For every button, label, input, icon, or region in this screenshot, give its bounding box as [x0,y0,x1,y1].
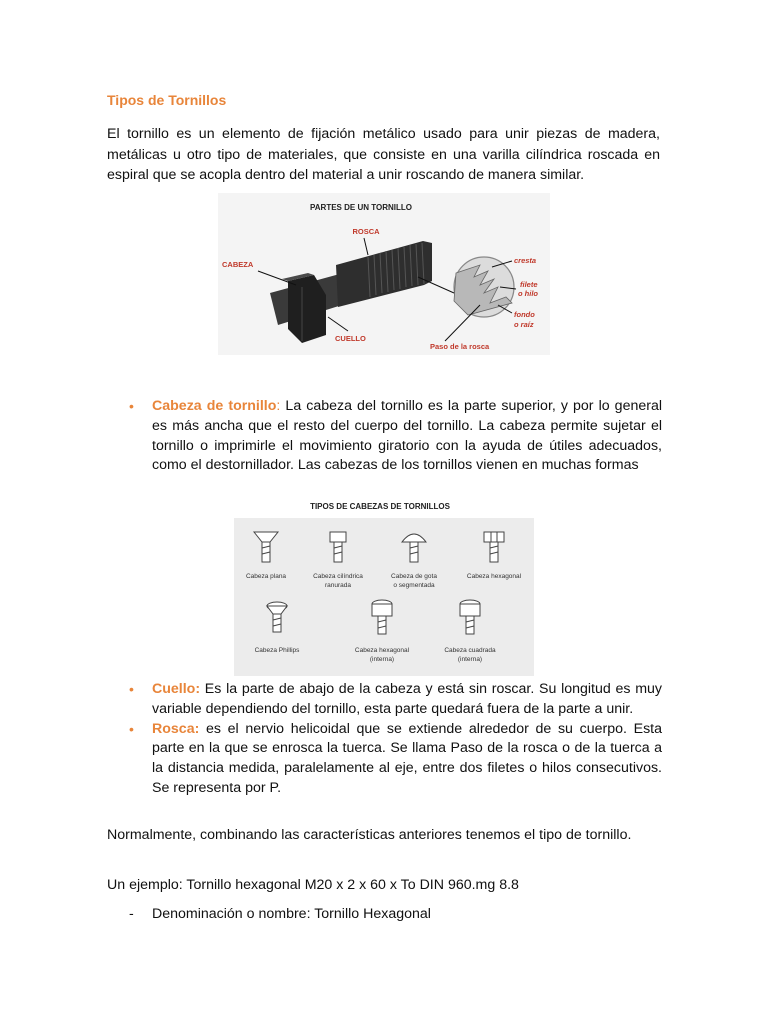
dash-item-text: Denominación o nombre: Tornillo Hexagonal [152,906,431,922]
label-o-raiz: o raíz [514,320,534,329]
term-separator: : [276,398,281,414]
head-types-figure [234,498,534,676]
label-cuello: CUELLO [335,334,366,343]
term-cuello: Cuello: [152,681,201,697]
label-cabeza: CABEZA [222,260,254,269]
bullet-icon: • [129,398,134,414]
dash-marker: - [129,906,134,922]
head-label: Cabeza plana [245,573,287,580]
head-label: Cabeza hexagonal [354,647,410,654]
term-rosca: Rosca: [152,720,200,737]
thread-detail-illustration [454,257,514,317]
head-label: Cabeza de gota [391,573,437,580]
head-label: Cabeza hexagonal [466,573,522,580]
head-label: (interna) [369,656,395,663]
head-label: Cabeza cuadrada [444,647,496,654]
term-cabeza: Cabeza de tornillo [152,398,277,414]
head-label: Cabeza Phillips [254,647,300,654]
head-label: Cabeza cilíndrica [313,573,363,580]
dash-list-item [129,904,431,924]
head-label: (interna) [457,656,483,663]
label-fondo: fondo [514,310,535,319]
bullet-icon: • [129,720,134,737]
label-paso-rosca: Paso de la rosca [430,342,490,351]
list-item-cabeza [129,397,662,476]
text-cuello: Es la parte de abajo de la cabeza y está sin roscar. Su longitud es muy variable dependiendo del tornillo, esta parte quedará fuera de la parte a unir. [152,681,662,717]
label-rosca: ROSCA [352,227,380,236]
head-label: o segmentada [393,582,435,589]
label-filete: filete [520,280,538,289]
label-o-hilo: o hilo [518,289,538,298]
figure-title: PARTES DE UN TORNILLO [310,203,412,212]
figure2-title: TIPOS DE CABEZAS DE TORNILLOS [310,502,450,511]
bullet-list-secondary [129,680,662,799]
text-cabeza: La cabeza del tornillo es la parte superior, y por lo general es más ancha que el resto del cuerpo del tornillo. La cabeza permite sujetar el tornillo o imprimirle el movimiento giratorio con la ayuda de útiles adecuados, como el destornillador. Las cabezas de los tornillos vienen en muchas formas [152,398,663,474]
example-paragraph: Un ejemplo: Tornillo hexagonal M20 x 2 x 60 x To DIN 960.mg 8.8 [107,877,519,893]
intro-paragraph: El tornillo es un elemento de fijación metálico usado para unir piezas de madera, metálicas u otro tipo de materiales, que consiste en una varilla cilíndrica roscada en espiral que se acopla dentro del material a unir roscando de manera similar. [107,126,660,183]
bullet-icon: • [129,681,134,697]
screw-parts-figure [218,193,550,355]
label-cresta: cresta [514,256,537,265]
list-item-cuello [129,680,662,720]
text-rosca: es el nervio helicoidal que se extiende alrededor de su cuerpo. Esta parte en la que se enrosca la tuerca. Se llama Paso de la rosca o de la tuerca a la distancia medida, paralelamente al eje, entre dos filetes o hilos consecutivos. Se representa por P. [152,720,662,796]
list-item-rosca [129,720,662,799]
bullet-list-main [129,397,662,476]
summary-paragraph: Normalmente, combinando las características anteriores tenemos el tipo de tornillo. [107,827,632,843]
section-title: Tipos de Tornillos [107,92,227,108]
head-label: ranurada [324,582,352,589]
screw-illustration [270,241,432,343]
